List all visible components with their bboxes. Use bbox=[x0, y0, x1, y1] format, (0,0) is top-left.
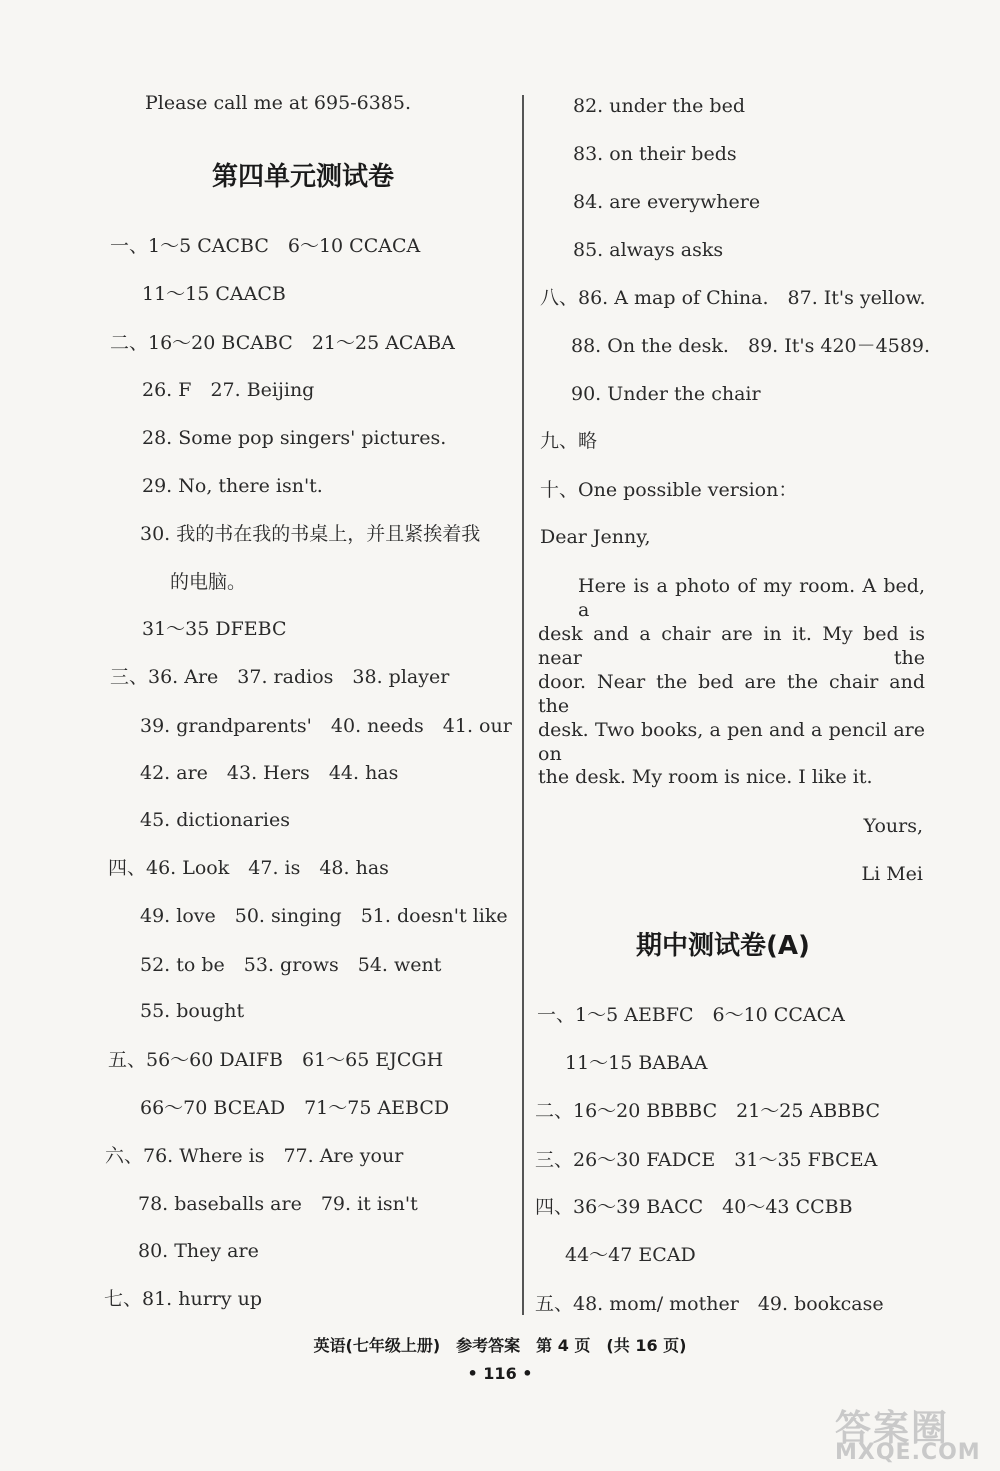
letter-line: desk. Two books, a pen and a pencil are on bbox=[538, 719, 925, 765]
letter-line: the desk. My room is nice. I like it. bbox=[538, 766, 873, 788]
section-title-unit4: 第四单元测试卷 bbox=[212, 162, 395, 192]
answer-line: 42. are 43. Hers 44. has bbox=[140, 762, 399, 784]
answer-line: 十、One possible version： bbox=[540, 479, 798, 501]
answer-line: 80. They are bbox=[138, 1240, 259, 1262]
answer-line: 七、81. hurry up bbox=[104, 1288, 263, 1310]
section-title-midterm: 期中测试卷(A) bbox=[636, 931, 810, 961]
answer-line: 52. to be 53. grows 54. went bbox=[140, 954, 442, 976]
letter-line: Here is a photo of my room. A bed, a bbox=[578, 575, 925, 621]
page-number: • 116 • bbox=[467, 1364, 533, 1383]
answer-line: 三、26～30 FADCE 31～35 FBCEA bbox=[535, 1149, 878, 1171]
answer-line: 三、36. Are 37. radios 38. player bbox=[110, 666, 450, 688]
column-divider bbox=[522, 95, 524, 1315]
answer-line: 四、46. Look 47. is 48. has bbox=[108, 857, 389, 879]
answer-line: 的电脑。 bbox=[170, 571, 247, 593]
answer-line: 28. Some pop singers' pictures. bbox=[142, 427, 447, 449]
answer-line: 88. On the desk. 89. It's 420－4589. bbox=[571, 335, 931, 357]
answer-line: 66～70 BCEAD 71～75 AEBCD bbox=[140, 1097, 450, 1119]
answer-line: 11～15 BABAA bbox=[565, 1052, 708, 1074]
answer-line: 90. Under the chair bbox=[571, 383, 761, 405]
answer-line: 八、86. A map of China. 87. It's yellow. bbox=[540, 287, 926, 309]
answer-line: 55. bought bbox=[140, 1000, 245, 1022]
answer-line: 82. under the bed bbox=[573, 95, 745, 117]
answer-line: 五、48. mom/ mother 49. bookcase bbox=[535, 1293, 884, 1315]
answer-line: 二、16～20 BCABC 21～25 ACABA bbox=[110, 332, 455, 354]
answer-line: 一、1～5 AEBFC 6～10 CCACA bbox=[537, 1004, 845, 1026]
answer-line: 11～15 CAACB bbox=[142, 283, 286, 305]
answer-line: 二、16～20 BBBBC 21～25 ABBBC bbox=[535, 1100, 881, 1122]
answer-line: 49. love 50. singing 51. doesn't like bbox=[140, 905, 508, 927]
answer-line: 78. baseballs are 79. it isn't bbox=[138, 1193, 418, 1215]
letter-greeting: Dear Jenny, bbox=[540, 526, 651, 548]
letter-line: door. Near the bed are the chair and the bbox=[538, 671, 925, 717]
answer-line: 29. No, there isn't. bbox=[142, 475, 323, 497]
answer-line: 84. are everywhere bbox=[573, 191, 761, 213]
answer-line: 六、76. Where is 77. Are your bbox=[105, 1145, 404, 1167]
watermark-text-en: MXQE.COM bbox=[835, 1440, 981, 1465]
answer-line: 39. grandparents' 40. needs 41. our bbox=[140, 715, 512, 737]
answer-line: 五、56～60 DAIFB 61～65 EJCGH bbox=[108, 1049, 444, 1071]
answer-line: 83. on their beds bbox=[573, 143, 737, 165]
answer-line: 85. always asks bbox=[573, 239, 724, 261]
answer-line: 九、略 bbox=[540, 430, 598, 452]
answer-line: 一、1～5 CACBC 6～10 CCACA bbox=[110, 235, 421, 257]
answer-line: 31～35 DFEBC bbox=[142, 618, 287, 640]
letter-closing: Yours, bbox=[863, 815, 923, 837]
watermark-logo bbox=[815, 1400, 995, 1468]
answer-line: 26. F 27. Beijing bbox=[142, 379, 315, 401]
answer-line: 四、36～39 BACC 40～43 CCBB bbox=[535, 1196, 853, 1218]
watermark-text-cn: 答案圈 bbox=[835, 1408, 950, 1449]
letter-signature: Li Mei bbox=[861, 863, 923, 885]
answer-line: 45. dictionaries bbox=[140, 809, 291, 831]
intro-line: Please call me at 695-6385. bbox=[145, 92, 412, 114]
answer-line: 30. 我的书在我的书桌上，并且紧挨着我 bbox=[140, 523, 481, 545]
answer-line: 44～47 ECAD bbox=[565, 1244, 696, 1266]
letter-line: desk and a chair are in it. My bed is near the bbox=[538, 623, 925, 669]
running-footer: 英语(七年级上册) 参考答案 第 4 页 (共 16 页) bbox=[313, 1336, 687, 1355]
